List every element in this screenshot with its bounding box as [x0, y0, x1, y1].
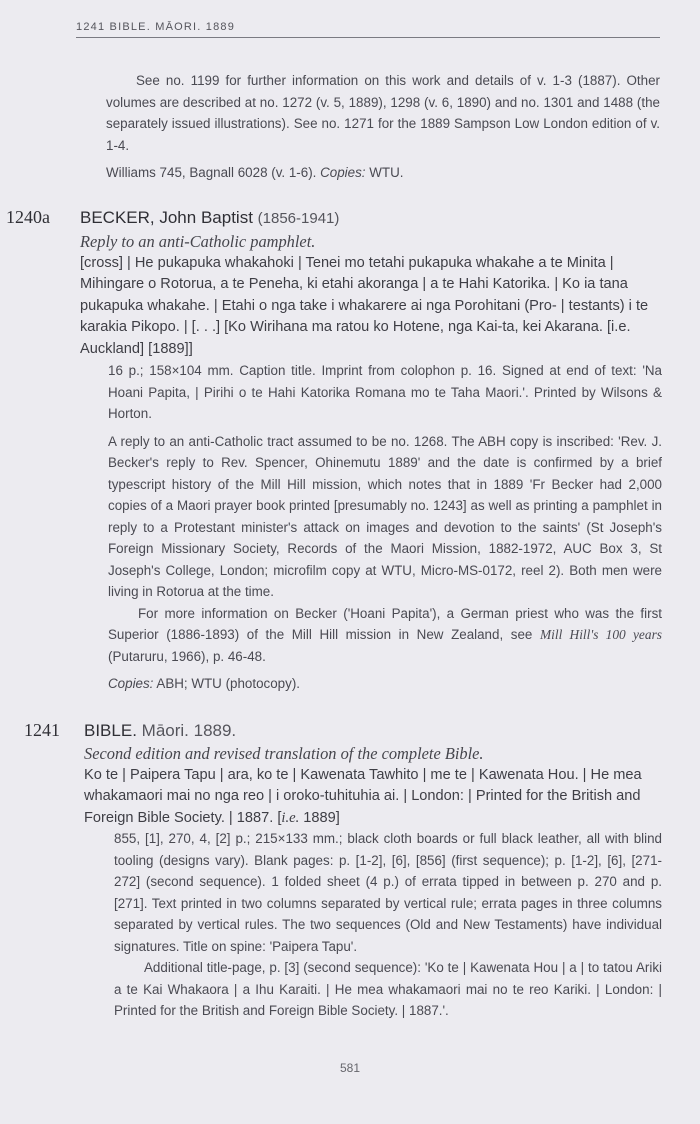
carry-over-paragraph: See no. 1199 for further information on this work and details of v. 1-3 (1887). Other volumes are described at no. 1272 (v. 5, 1889), 1298 (v. 6, 1890) and no. 1301 and 1488 (the separately issued illustrations). See no. 1271 for the 1889 Sampson Low London edition of v. 1-4. — [106, 73, 660, 153]
entry-number-1241: 1241 — [24, 720, 60, 740]
entry-1241-additional: Additional title-page, p. [3] (second sequence): 'Ko te | Kawenata Hou | a | to tatou Ariki a te Kai Whakaora | a Ihu Karaiti. | He mea whakamaori mai no te reo Kariki. | London: | Printed for the British and Foreign Bible Society. | 1887.'. — [114, 960, 662, 1018]
entry-1241-transcription-ie: i.e. — [281, 809, 300, 826]
entry-1240a — [80, 206, 662, 360]
entry-1241-collation: 855, [1], 270, 4, [2] p.; 215×133 mm.; black cloth boards or full black leather, all with blind tooling (designs vary). Blank pages: p. [1-2], [6], [856] (first sequence); p. [1-2], [6], [271-272] (second sequence). 1 folded sheet (4 p.) of errata tipped in between p. 270 and p. [271]. Text printed in two columns separated by vertical rule; errata pages in three columns separated by vertical rules. The two sequences (Old and New Testaments) have individual signatures. Title on spine: 'Paipera Tapu'. — [114, 831, 662, 954]
entry-1241-transcription — [84, 765, 662, 829]
entry-1240a-notes — [108, 360, 662, 695]
entry-1240a-note-2-tail: (Putaruru, 1966), p. 46-48. — [108, 648, 266, 664]
entry-1240a-copies-value: ABH; WTU (photocopy). — [156, 676, 301, 691]
carry-over-refs — [106, 162, 660, 184]
entry-1241-transcription-text: Ko te | Paipera Tapu | ara, ko te | Kawenata Tawhito | me te | Kawenata Hou. | He mea whakamaori mai no nga reo | i oroko-tuhituhia ai. | London: | Printed for the British and Foreign Bible Society. | 1887. [ — [84, 767, 642, 826]
entry-1241-transcription-tail: 1889] — [299, 809, 340, 826]
entry-1241-heading-main: BIBLE. — [84, 721, 137, 740]
entry-number-1240a: 1240a — [6, 207, 50, 227]
running-head: 1241 BIBLE. MĀORI. 1889 — [76, 21, 660, 38]
entry-1240a-heading — [80, 206, 662, 231]
entry-1240a-dates: (1856-1941) — [257, 210, 340, 227]
entry-1240a-note-2-text: For more information on Becker ('Hoani Papita'), a German priest who was the first Superior (1886-1893) of the Mill Hill mission in New Zealand, see — [108, 605, 662, 642]
entry-1240a-note-2 — [108, 603, 662, 668]
entry-1241 — [84, 719, 662, 829]
entry-1241-notes — [114, 828, 662, 1022]
entry-1241-heading — [84, 719, 662, 743]
entry-1241-heading-rest: Māori. 1889. — [141, 721, 237, 740]
page-number: 581 — [339, 1061, 361, 1075]
carry-over-copies-value: WTU. — [369, 165, 404, 180]
entry-1240a-note-2-title: Mill Hill's 100 years — [539, 627, 662, 642]
entry-1240a-title: Reply to an anti-Catholic pamphlet. — [80, 232, 316, 251]
entry-1240a-copies — [108, 673, 662, 695]
entry-1240a-copies-label: Copies: — [108, 676, 154, 691]
carry-over-copies-label: Copies: — [320, 165, 366, 180]
carry-over-refs-text: Williams 745, Bagnall 6028 (v. 1-6). — [106, 165, 317, 180]
entry-1241-title: Second edition and revised translation of the complete Bible. — [84, 744, 484, 763]
carry-over-notes — [106, 70, 660, 184]
entry-1240a-transcription: [cross] | He pukapuka whakahoki | Tenei mo tetahi pukapuka whakahe a te Minita | Mihingare o Rotorua, a te Peneha, ki etahi akoranga | a te Hahi Katorika. | Ko ia tana pukapuka whakahe. | Etahi o nga take i whakarere ai nga Porohitani (Pro- | testants) i te karakia Pikopo. | [. . .] [Ko Wirihana ma ratou ko Hotene, nga Kai-ta, kei Akarana. [i.e. Auckland] [1889]] — [80, 255, 649, 357]
entry-1240a-collation: 16 p.; 158×104 mm. Caption title. Imprint from colophon p. 16. Signed at end of text: 'Na Hoani Papita, | Pirihi o te Hahi Katorika Romana mo te Taha Maori.'. Printed by Wilsons & Horton. — [108, 363, 662, 421]
entry-1240a-note-1: A reply to an anti-Catholic tract assumed to be no. 1268. The ABH copy is inscribed: 'Rev. J. Becker's reply to Rev. Spencer, Ohinemutu 1889' and the date is confirmed by a brief typescript history of the Mill Hill mission, which notes that in 1889 'Fr Becker had 2,000 copies of a Maori prayer book printed [presumably no. 1243] as well as printing a pamphlet in reply to a Protestant minister's attack on images and devotion to the saints' (St Joseph's Foreign Missionary Society, Records of the Maori Mission, 1882-1972, AUC Box 3, St Joseph's College, London; microfilm copy at WTU, Micro-MS-0172, reel 2). Both men were living in Rotorua at the time. — [108, 433, 662, 599]
entry-1240a-author: BECKER, John Baptist — [80, 208, 253, 227]
